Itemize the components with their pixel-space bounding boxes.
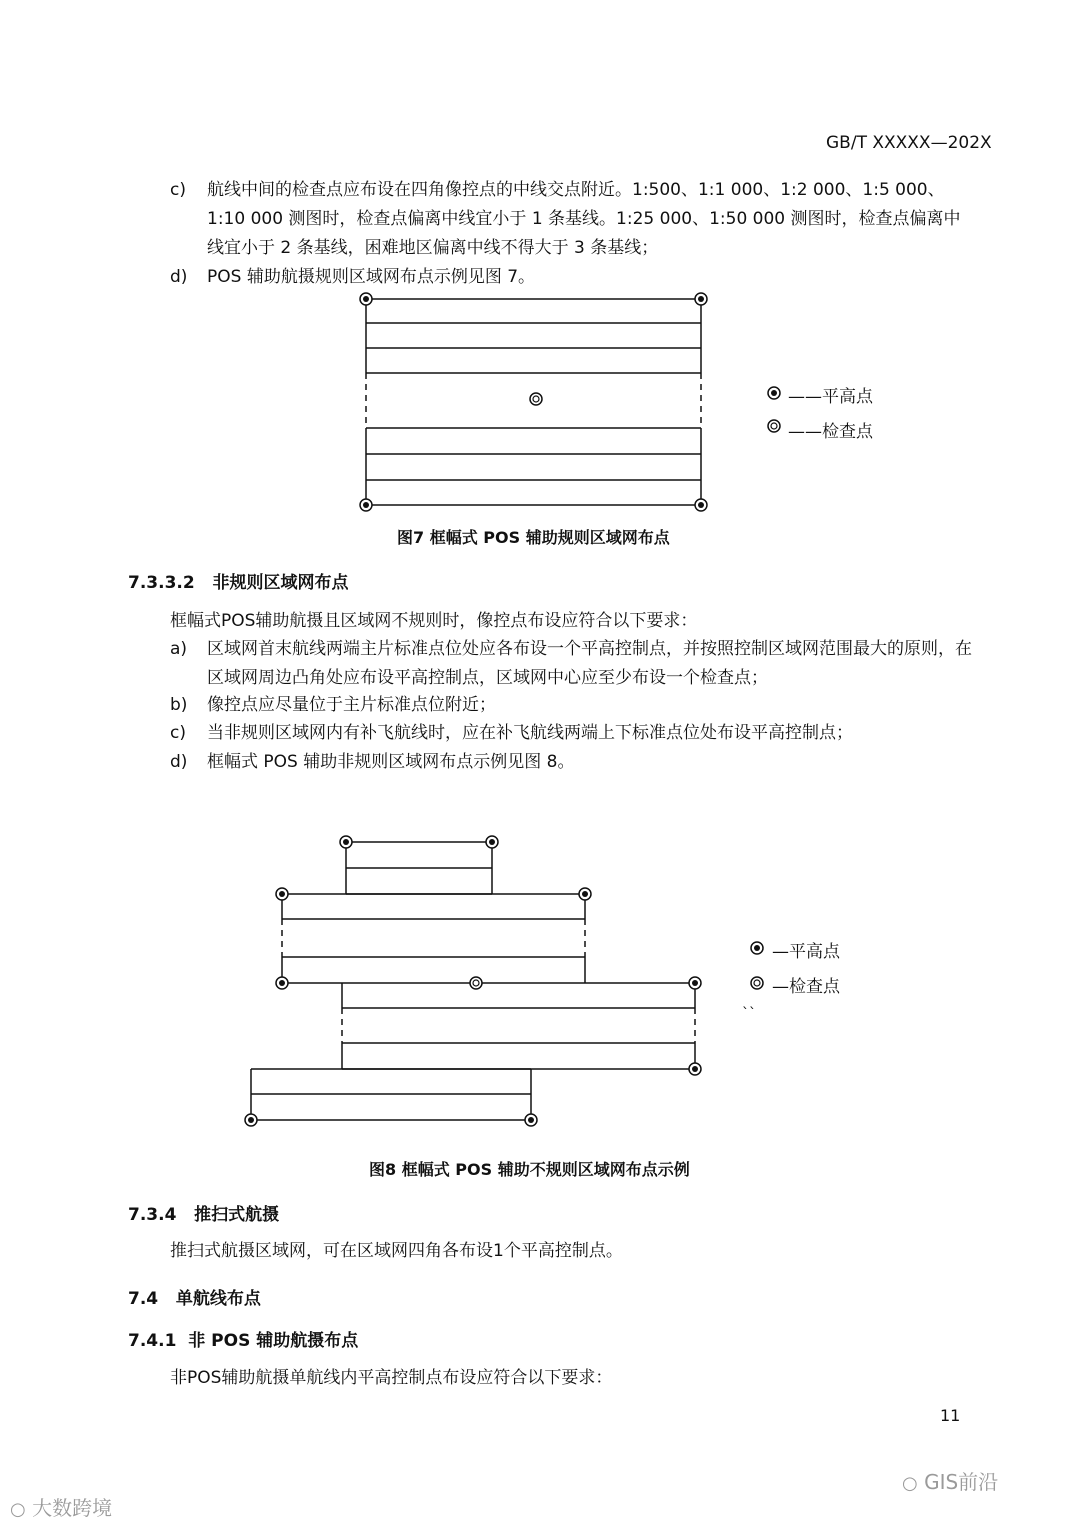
watermark-left [10,1492,112,1521]
list-item-text: POS 辅助航摄规则区域网布点示例见图 7。 [207,267,536,287]
watermark-text: 大数跨境 [32,1496,113,1520]
figure8-diagram [230,825,720,1135]
paragraph: 非POS辅助航摄单航线内平高控制点布设应符合以下要求： [170,1368,613,1388]
control-point-icon [340,836,352,848]
section-number: 7.4.1 [128,1331,177,1351]
list-marker: a) [170,639,188,659]
watermark-text: GIS前沿 [924,1470,999,1494]
check-point-icon [470,977,482,989]
paragraph: 推扫式航摄区域网，可在区域网四角各布设1个平高控制点。 [170,1241,623,1261]
section-number: 7.3.3.2 [128,573,195,593]
section-heading [128,1200,279,1225]
figure7-diagram [340,280,740,520]
section-heading [128,1284,261,1309]
control-point-icon [276,977,288,989]
watermark-right [902,1466,998,1495]
figure-caption: 图8 框幅式 POS 辅助不规则区域网布点示例 [369,1160,690,1179]
list-item-text: 框幅式 POS 辅助非规则区域网布点示例见图 8。 [207,752,575,772]
section-title: 非 POS 辅助航摄布点 [188,1331,359,1351]
planimetric-height-point-icon [749,940,765,956]
control-point-icon [245,1114,257,1126]
check-point-icon [766,418,782,434]
section-title: 非规则区域网布点 [212,573,349,593]
control-point-icon [689,977,701,989]
section-title: 单航线布点 [175,1289,261,1309]
control-point-icon [579,888,591,900]
figure-caption: 图7 框幅式 POS 辅助规则区域网布点 [397,528,670,547]
list-marker: c) [170,180,186,200]
control-point-icon [525,1114,537,1126]
section-title: 推扫式航摄 [194,1205,280,1225]
list-item-text: 当非规则区域网内有补飞航线时，应在补飞航线两端上下标准点位处布设平高控制点； [207,723,853,743]
stray-mark: `` [742,1006,756,1022]
weibo-icon: ○ [10,1499,26,1520]
list-item-text: 区域网首末航线两端主片标准点位处应各布设一个平高控制点，并按照控制区域网范围最大的原则，在区域网周边凸角处应布设平高控制点，区域网中心应至少布设一个检查点； [207,639,972,688]
section-number: 7.3.4 [128,1205,177,1225]
check-point-icon [749,975,765,991]
list-item-text: 航线中间的检查点应布设在四角像控点的中线交点附近。1:500、1:1 000、1:2 000、1:5 000、1:10 000 测图时，检查点偏离中线宜小于 1 条基线。1:25 000、1:50 000 测图时，检查点偏离中线宜小于 2 条基线，困难地区偏离中线不得大于 3 条基线； [207,180,961,258]
list-marker: d) [170,267,188,287]
planimetric-height-point-icon [766,385,782,401]
control-point-icon [360,499,372,511]
section-heading [128,1326,358,1351]
control-point-icon [360,293,372,305]
list-marker: b) [170,695,188,715]
control-point-icon [689,1063,701,1075]
legend-label: —检查点 [772,977,840,997]
control-point-icon [695,293,707,305]
list-item-text: 像控点应尽量位于主片标准点位附近； [207,695,496,715]
wechat-icon: ○ [902,1473,918,1494]
check-point-icon [530,393,542,405]
control-point-icon [486,836,498,848]
legend-label: —平高点 [772,942,840,962]
section-heading [128,568,348,593]
legend-label: ——检查点 [788,422,873,442]
control-point-icon [276,888,288,900]
paragraph: 框幅式POS辅助航摄且区域网不规则时，像控点布设应符合以下要求： [170,611,698,631]
page-number: 11 [940,1406,961,1425]
list-marker: d) [170,752,188,772]
list-marker: c) [170,723,186,743]
control-point-icon [695,499,707,511]
document-code: GB/T XXXXX—202X [826,133,992,153]
section-number: 7.4 [128,1289,159,1309]
legend-label: ——平高点 [788,387,873,407]
